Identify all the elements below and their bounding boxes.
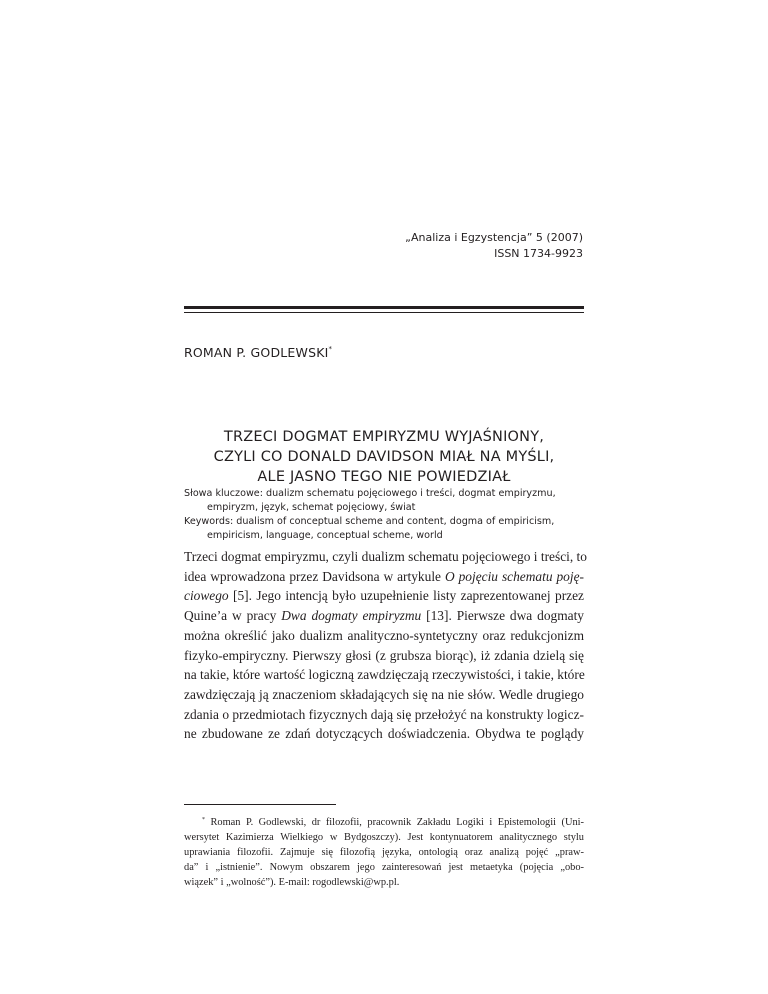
footnote-line: da” i „istnienie”. Nowym obszarem jego zainteresowań jest metaetyka (pojęcia „obo- xyxy=(184,861,584,873)
body-line xyxy=(184,586,584,606)
body-text: idea wprowadzona przez Davidsona w artykule xyxy=(184,568,445,584)
keywords-pl-line-1: Słowa kluczowe: dualizm schematu pojęciowego i treści, dogmat empiryzmu, xyxy=(184,488,556,499)
body-line: Trzeci dogmat empiryzmu, czyli dualizm schematu pojęciowego i treści, to xyxy=(184,549,587,564)
body-line xyxy=(184,567,584,587)
journal-issn: ISSN 1734-9923 xyxy=(494,247,583,260)
article-title xyxy=(184,427,584,487)
keywords-en-line-2: empiricism, language, conceptual scheme, world xyxy=(207,530,443,541)
body-paragraph xyxy=(184,547,587,744)
footnote-line xyxy=(184,813,584,831)
body-text: [5]. Jego intencją było uzupełnienie listy zaprezentowanej przez xyxy=(228,588,584,604)
body-line: na takie, które wartość logiczną zawdzięczają rzeczywistości, i takie, które xyxy=(184,667,585,683)
footnote-marker: * xyxy=(202,817,205,823)
cited-title: ciowego xyxy=(184,588,229,604)
journal-citation: „Analiza i Egzystencja” 5 (2007) xyxy=(405,231,583,244)
footnote-text: Roman P. Godlewski, dr filozofii, pracownik Zakładu Logiki i Epistemologii (Uni- xyxy=(210,817,584,828)
journal-header xyxy=(405,230,583,262)
footnote-line: wiązek” i „wolność”). E-mail: rogodlewski@wp.pl. xyxy=(184,876,400,888)
keywords-block xyxy=(184,487,584,543)
author-footnote xyxy=(184,813,584,891)
body-line: można określić jako dualizm analityczno-syntetyczny oraz redukcjonizm xyxy=(184,627,584,643)
header-rule-thick xyxy=(184,306,584,309)
footnote-line: wersytet Kazimierza Wielkiego w Bydgoszczy). Jest kontynuatorem analitycznego stylu xyxy=(184,831,584,843)
footnote-line: uprawiania filozofii. Zajmuje się filozofią języka, ontologią oraz analizą pojęć „praw- xyxy=(184,846,584,858)
header-rule-thin xyxy=(184,312,584,313)
body-text: Quine’a w pracy xyxy=(184,608,282,624)
keywords-pl-line-2: empiryzm, język, schemat pojęciowy, świat xyxy=(207,502,416,513)
footnote-separator xyxy=(184,804,336,805)
author-name xyxy=(184,345,332,360)
title-line-2: CZYLI CO DONALD DAVIDSON MIAŁ NA MYŚLI, xyxy=(213,449,555,465)
body-line: ne zbudowane ze zdań dotyczących doświadczenia. Obydwa te poglądy xyxy=(184,726,584,742)
author-name-text: ROMAN P. GODLEWSKI xyxy=(184,345,329,360)
body-text: [13]. Pierwsze dwa dogmaty xyxy=(421,608,585,624)
cited-title: Dwa dogmaty empiryzmu xyxy=(281,608,422,624)
author-footnote-marker[interactable]: * xyxy=(328,345,333,353)
body-line xyxy=(184,606,584,626)
cited-title: O pojęciu schematu poję- xyxy=(444,568,584,584)
title-line-3: ALE JASNO TEGO NIE POWIEDZIAŁ xyxy=(257,469,511,485)
title-line-1: TRZECI DOGMAT EMPIRYZMU WYJAŚNIONY, xyxy=(223,429,545,445)
body-line: zawdzięczają ją znaczeniom składających się na nie słów. Wedle drugiego xyxy=(184,686,584,702)
keywords-en-line-1: Keywords: dualism of conceptual scheme and content, dogma of empiricism, xyxy=(184,516,555,527)
body-line: zdania o przedmiotach fizycznych dają się przełożyć na konstrukty logicz- xyxy=(184,706,584,722)
body-line: fizyko-empiryczny. Pierwszy głosi (z grubsza biorąc), iż zdania dzielą się xyxy=(184,647,584,663)
